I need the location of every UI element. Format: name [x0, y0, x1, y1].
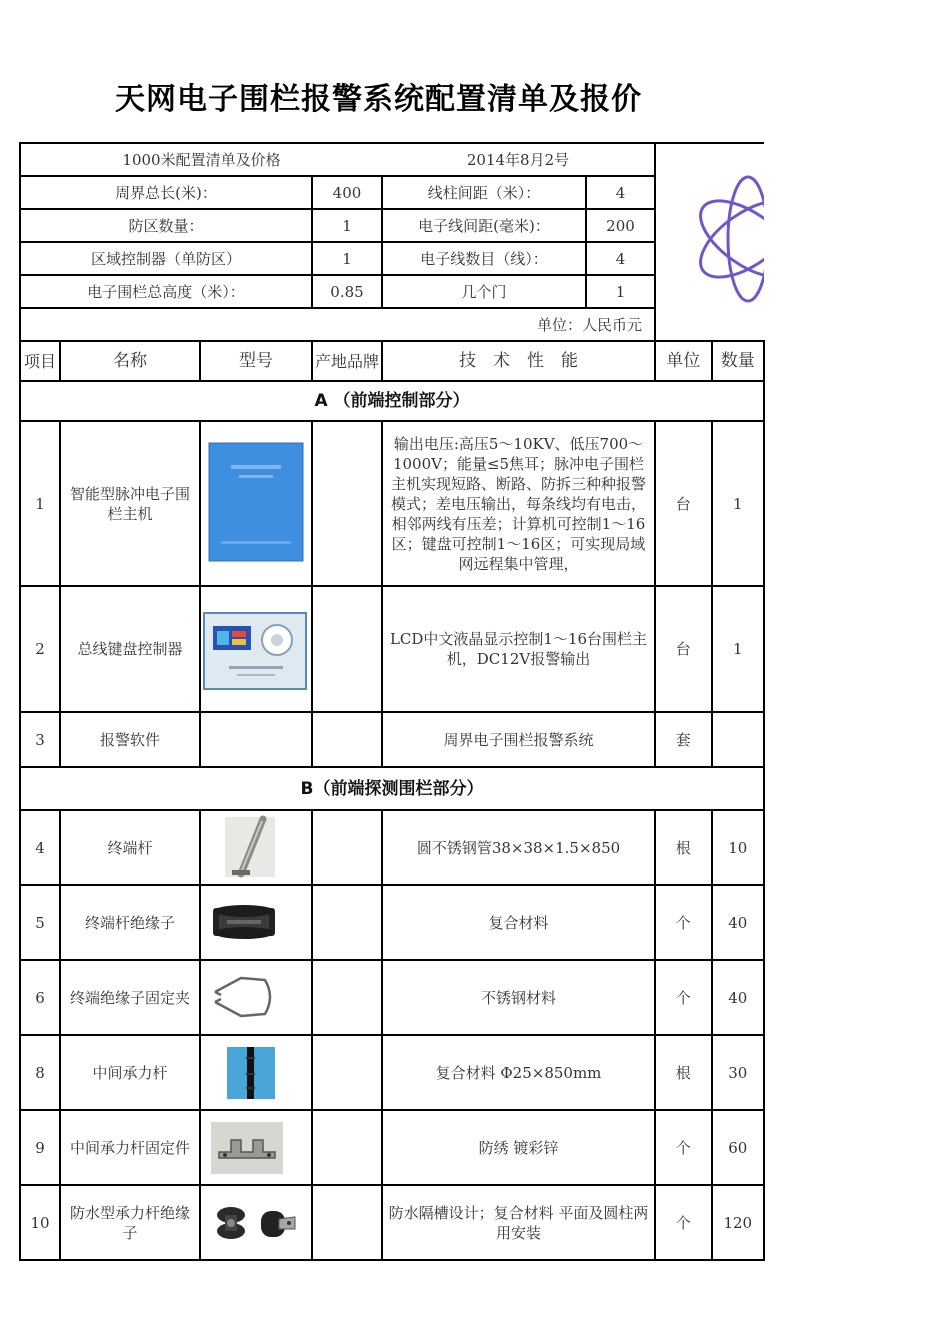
- row-image-cell: [200, 960, 312, 1035]
- row-name: 中间承力杆固定件: [60, 1110, 200, 1185]
- summary-row: [20, 275, 764, 308]
- row-tech: 复合材料 Φ25×850mm: [382, 1035, 655, 1110]
- row-tech: 防绣 镀彩锌: [382, 1110, 655, 1185]
- row-qty: 120: [712, 1185, 764, 1260]
- perimeter-value: 400: [312, 176, 382, 209]
- section-b-row: [20, 767, 764, 810]
- row-unit: 台: [655, 421, 712, 586]
- row-unit: 根: [655, 810, 712, 885]
- row-number: 3: [20, 712, 60, 767]
- header-item: 项目: [20, 341, 60, 381]
- table-row: [20, 1185, 764, 1260]
- summary-date: 2014年8月2号: [382, 143, 655, 176]
- document-title: 天网电子围栏报警系统配置清单及报价: [115, 82, 642, 117]
- wire-spacing-label: 电子线间距(毫米)：: [382, 209, 586, 242]
- section-a-row: [20, 381, 764, 421]
- row-unit: 台: [655, 586, 712, 712]
- row-image-cell: [200, 1110, 312, 1185]
- gates-value: 1: [586, 275, 655, 308]
- currency-note: 单位：人民币元: [20, 308, 655, 341]
- row-image-cell: [200, 1035, 312, 1110]
- quotation-table: [19, 142, 765, 1261]
- table-row: [20, 960, 764, 1035]
- row-tech: 圆不锈钢管38×38×1.5×850: [382, 810, 655, 885]
- row-qty: 30: [712, 1035, 764, 1110]
- row-unit: 套: [655, 712, 712, 767]
- row-image-cell: [200, 712, 312, 767]
- row-image-cell: [200, 421, 312, 586]
- height-label: 电子围栏总高度（米）：: [20, 275, 312, 308]
- row-qty: 10: [712, 810, 764, 885]
- row-number: 6: [20, 960, 60, 1035]
- row-origin: [312, 885, 382, 960]
- row-image-cell: [200, 810, 312, 885]
- row-qty: 1: [712, 421, 764, 586]
- row-qty: 40: [712, 960, 764, 1035]
- summary-heading: 1000米配置清单及价格: [20, 143, 382, 176]
- row-qty: 40: [712, 885, 764, 960]
- row-unit: 个: [655, 1185, 712, 1260]
- row-name: 报警软件: [60, 712, 200, 767]
- wire-count-label: 电子线数目（线）：: [382, 242, 586, 275]
- terminal-pole-image: [201, 812, 311, 883]
- row-image-cell: [200, 1185, 312, 1260]
- row-image-cell: [200, 885, 312, 960]
- row-tech: LCD中文液晶显示控制1～16台围栏主机，DC12V报警输出: [382, 586, 655, 712]
- section-b-title: B（前端探测围栏部分）: [20, 767, 764, 810]
- row-origin: [312, 586, 382, 712]
- header-name: 名称: [60, 341, 200, 381]
- zones-label: 防区数量：: [20, 209, 312, 242]
- wire-spacing-value: 200: [586, 209, 655, 242]
- row-tech: 不锈钢材料: [382, 960, 655, 1035]
- row-name: 中间承力杆: [60, 1035, 200, 1110]
- pole-fixture-image: [201, 1112, 311, 1183]
- row-name: 终端杆: [60, 810, 200, 885]
- row-unit: 根: [655, 1035, 712, 1110]
- row-origin: [312, 712, 382, 767]
- row-tech: 防水隔槽设计；复合材料 平面及圆柱两用安装: [382, 1185, 655, 1260]
- row-origin: [312, 960, 382, 1035]
- zones-value: 1: [312, 209, 382, 242]
- table-row: [20, 712, 764, 767]
- header-row: [20, 341, 764, 381]
- summary-heading-row: [20, 143, 764, 176]
- table-row: [20, 1035, 764, 1110]
- row-number: 2: [20, 586, 60, 712]
- row-image-cell: [200, 586, 312, 712]
- controller-value: 1: [312, 242, 382, 275]
- row-name: 智能型脉冲电子围栏主机: [60, 421, 200, 586]
- row-number: 9: [20, 1110, 60, 1185]
- row-number: 5: [20, 885, 60, 960]
- pole-spacing-label: 线柱间距（米）：: [382, 176, 586, 209]
- row-name: 总线键盘控制器: [60, 586, 200, 712]
- row-name: 终端绝缘子固定夹: [60, 960, 200, 1035]
- header-model: 型号: [200, 341, 312, 381]
- row-number: 4: [20, 810, 60, 885]
- table-row: [20, 421, 764, 586]
- summary-row: [20, 176, 764, 209]
- header-unit: 单位: [655, 341, 712, 381]
- row-origin: [312, 1035, 382, 1110]
- table-row: [20, 810, 764, 885]
- row-origin: [312, 1110, 382, 1185]
- height-value: 0.85: [312, 275, 382, 308]
- row-unit: 个: [655, 885, 712, 960]
- gates-label: 几个门: [382, 275, 586, 308]
- header-origin: 产地品牌: [312, 341, 382, 381]
- row-number: 8: [20, 1035, 60, 1110]
- controller-label: 区域控制器（单防区）: [20, 242, 312, 275]
- row-number: 1: [20, 421, 60, 586]
- row-unit: 个: [655, 960, 712, 1035]
- row-qty: 60: [712, 1110, 764, 1185]
- row-tech: 复合材料: [382, 885, 655, 960]
- row-name: 终端杆绝缘子: [60, 885, 200, 960]
- fixing-clip-image: [201, 962, 311, 1033]
- blue-host-unit-image: [201, 423, 311, 584]
- keyboard-controller-image: [201, 588, 311, 710]
- row-qty: [712, 712, 764, 767]
- row-origin: [312, 810, 382, 885]
- row-tech: 周界电子围栏报警系统: [382, 712, 655, 767]
- section-a-title: A （前端控制部分）: [20, 381, 764, 421]
- middle-pole-image: [201, 1037, 311, 1108]
- row-unit: 个: [655, 1110, 712, 1185]
- terminal-insulator-image: [201, 887, 311, 958]
- row-number: 10: [20, 1185, 60, 1260]
- table-row: [20, 1110, 764, 1185]
- row-origin: [312, 421, 382, 586]
- waterproof-insulator-image: [201, 1187, 311, 1258]
- pole-spacing-value: 4: [586, 176, 655, 209]
- table-row: [20, 586, 764, 712]
- row-name: 防水型承力杆绝缘子: [60, 1185, 200, 1260]
- row-tech: 输出电压:高压5～10KV、低压700～1000V；能量≤5焦耳；脉冲电子围栏主机实现短路、断路、防拆三种种报警模式；差电压输出，每条线均有电击，相邻两线有压差；计算机可控制1～16区；键盘可控制1～16区；可实现局域网远程集中管理，: [382, 421, 655, 586]
- perimeter-label: 周界总长(米)：: [20, 176, 312, 209]
- wire-count-value: 4: [586, 242, 655, 275]
- table-row: [20, 885, 764, 960]
- row-qty: 1: [712, 586, 764, 712]
- summary-row: [20, 242, 764, 275]
- header-tech: 技 术 性 能: [382, 341, 655, 381]
- company-logo-icon: [656, 147, 764, 337]
- currency-row: [20, 308, 764, 341]
- summary-row: [20, 209, 764, 242]
- logo-cell: [655, 143, 764, 341]
- row-origin: [312, 1185, 382, 1260]
- header-qty: 数量: [712, 341, 764, 381]
